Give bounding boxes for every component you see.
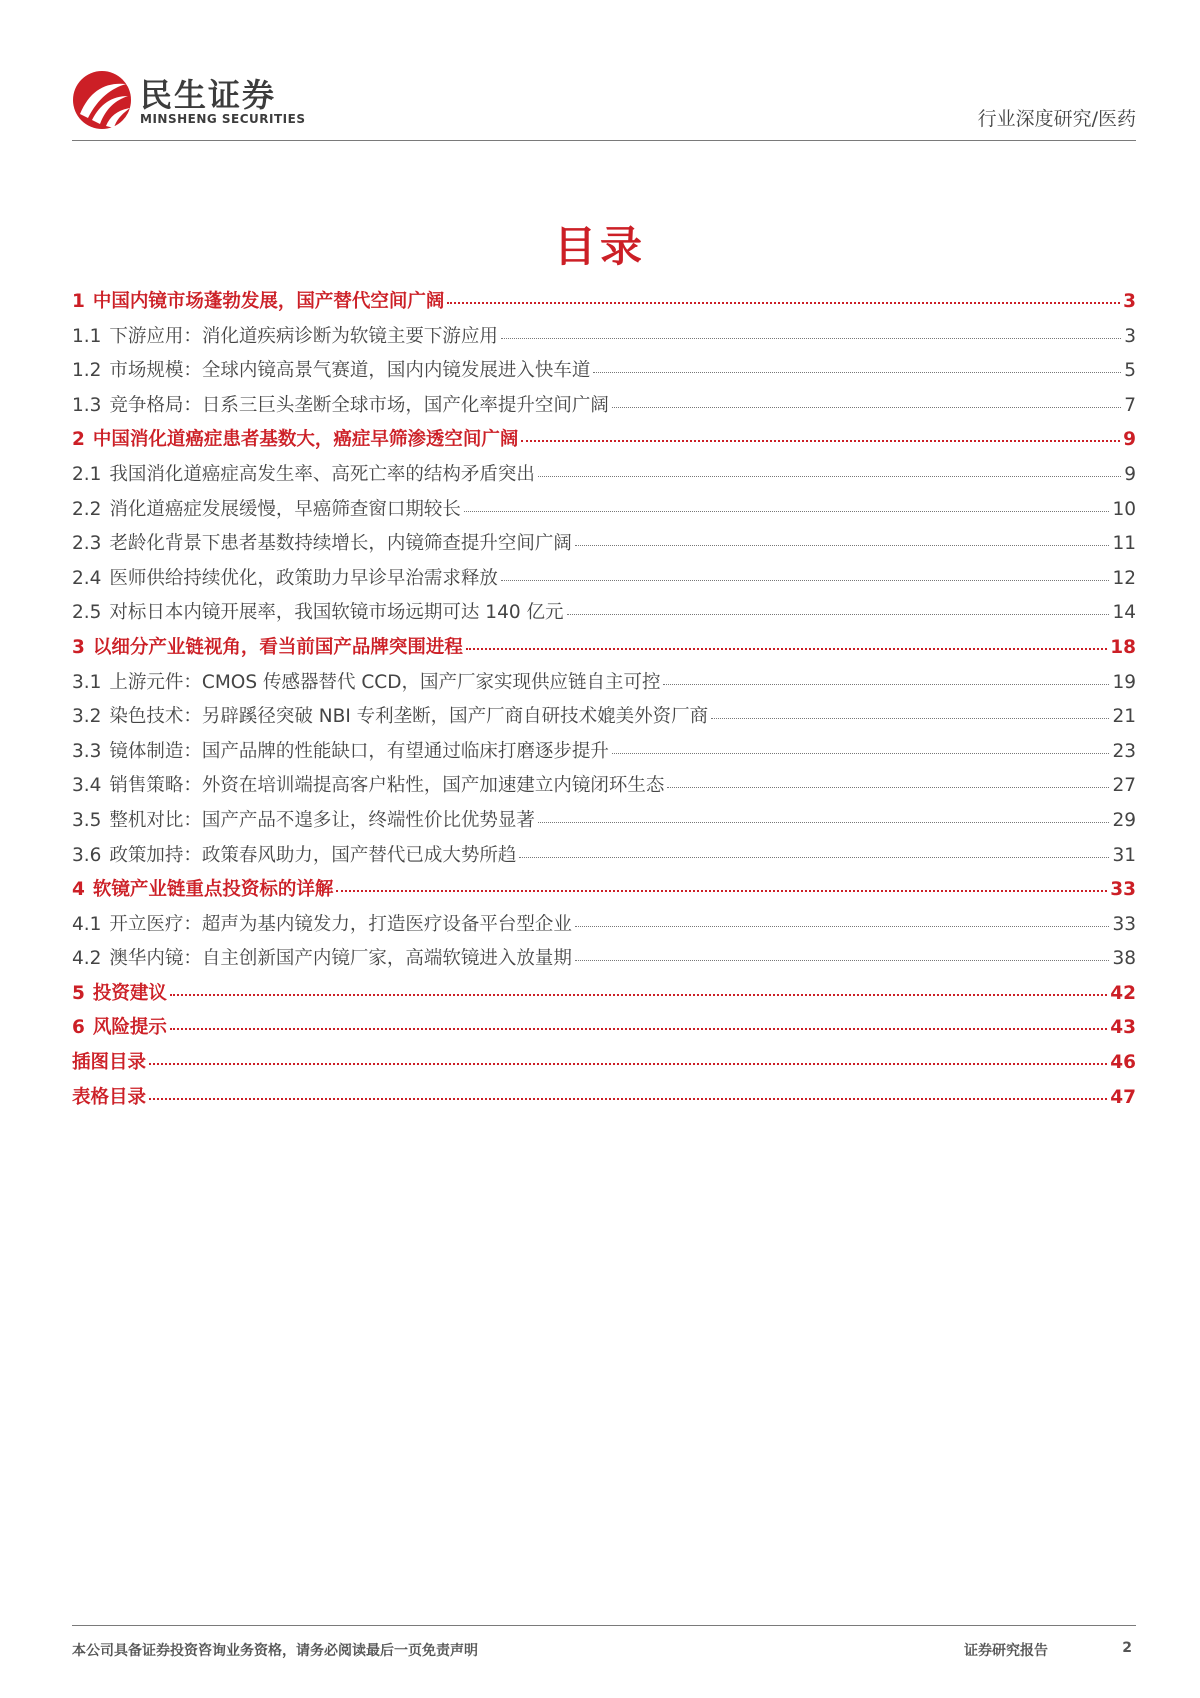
toc-entry-label: 下游应用：消化道疾病诊断为软镜主要下游应用 (109, 325, 498, 347)
toc-entry-page: 29 (1112, 809, 1136, 831)
toc-entry[interactable] (72, 910, 1136, 945)
toc-entry-page: 12 (1112, 567, 1136, 589)
toc-entry-label: 风险提示 (92, 1017, 167, 1039)
toc-entry[interactable] (72, 356, 1136, 391)
toc-entry-number: 2.1 (72, 463, 102, 485)
toc-entry[interactable] (72, 529, 1136, 564)
toc-entry-label: 镜体制造：国产品牌的性能缺口，有望通过临床打磨逐步提升 (109, 740, 609, 762)
toc-entry-label: 澳华内镜：自主创新国产内镜厂家，高端软镜进入放量期 (109, 948, 572, 970)
toc-entry-label: 插图目录 (72, 1052, 147, 1074)
toc-entry-page: 3 (1124, 325, 1136, 347)
toc-entry-label: 中国消化道癌症患者基数大，癌症早筛渗透空间广阔 (92, 429, 519, 451)
toc-entry[interactable] (72, 1013, 1136, 1048)
toc-entry[interactable] (72, 944, 1136, 979)
toc-entry-title (72, 529, 572, 555)
toc-entry-number: 3.4 (72, 775, 102, 797)
toc-entry-number: 4.1 (72, 913, 102, 935)
toc-leader-dots (336, 890, 1107, 892)
toc-entry-label: 开立医疗：超声为基内镜发力，打造医疗设备平台型企业 (109, 913, 572, 935)
toc-leader-dots (149, 1063, 1107, 1065)
toc-leader-dots (538, 476, 1121, 477)
toc-entry-page: 14 (1112, 602, 1136, 624)
toc-entry-number: 2.5 (72, 602, 102, 624)
toc-entry-title (72, 1083, 146, 1109)
report-type: 证券研究报告 (964, 1643, 1048, 1659)
toc-entry-page: 27 (1112, 775, 1136, 797)
toc-entry-number: 2 (72, 429, 85, 451)
toc-entry-title (72, 1048, 146, 1074)
toc-entry[interactable] (72, 702, 1136, 737)
toc-entry-number: 2.4 (72, 567, 102, 589)
toc-leader-dots (612, 753, 1110, 754)
toc-entry-page: 21 (1112, 706, 1136, 728)
toc-entry[interactable] (72, 737, 1136, 772)
page-footer (72, 1625, 1136, 1666)
toc-leader-dots (464, 511, 1110, 512)
toc-entry-label: 表格目录 (72, 1086, 147, 1108)
page-number: 2 (1122, 1640, 1132, 1656)
toc-entry[interactable] (72, 564, 1136, 599)
toc-entry-label: 对标日本内镜开展率，我国软镜市场远期可达 140 亿元 (109, 602, 564, 624)
toc-leader-dots (663, 684, 1109, 685)
toc-entry-title (72, 425, 518, 451)
report-category: 行业深度研究/医药 (977, 108, 1136, 130)
toc-entry-number: 2.3 (72, 533, 102, 555)
toc-leader-dots (501, 580, 1110, 581)
toc-entry-number: 3.3 (72, 740, 102, 762)
toc-entry-label: 市场规模：全球内镜高景气赛道，国内内镜发展进入快车道 (109, 360, 591, 382)
toc-entry-title (72, 460, 535, 486)
toc-entry[interactable] (72, 598, 1136, 633)
toc-entry-title (72, 702, 708, 728)
toc-entry[interactable] (72, 1048, 1136, 1083)
toc-entry-number: 4.2 (72, 948, 102, 970)
toc-entry-page: 31 (1112, 844, 1136, 866)
toc-entry-page: 33 (1112, 913, 1136, 935)
toc-entry-label: 中国内镜市场蓬勃发展，国产替代空间广阔 (92, 291, 445, 312)
toc-leader-dots (575, 545, 1110, 546)
toc-entry-page: 19 (1112, 671, 1136, 693)
toc-entry[interactable] (72, 322, 1136, 357)
toc-entry[interactable] (72, 287, 1136, 322)
toc-leader-dots (170, 1028, 1107, 1030)
toc-entry-page: 9 (1124, 463, 1136, 485)
toc-entry[interactable] (72, 668, 1136, 703)
toc-entry-label: 整机对比：国产产品不遑多让，终端性价比优势显著 (109, 809, 535, 831)
toc-entry-title (72, 737, 609, 763)
toc-leader-dots (711, 718, 1109, 719)
toc-entry-page: 7 (1124, 394, 1136, 416)
toc-entry-title (72, 979, 167, 1005)
toc-entry[interactable] (72, 633, 1136, 668)
toc-entry-number: 6 (72, 1017, 85, 1039)
toc-entry-title (72, 598, 564, 624)
toc-entry[interactable] (72, 875, 1136, 910)
toc-entry[interactable] (72, 806, 1136, 841)
toc-leader-dots (575, 960, 1110, 961)
toc-entry-title (72, 356, 590, 382)
minsheng-logo-icon (72, 70, 132, 130)
toc-entry-label: 消化道癌症发展缓慢，早癌筛查窗口期较长 (109, 498, 461, 520)
toc-leader-dots (149, 1098, 1107, 1100)
toc-leader-dots (466, 648, 1107, 650)
toc-entry-label: 医师供给持续优化，政策助力早诊早治需求释放 (109, 567, 498, 589)
toc-entry-title (72, 287, 444, 313)
toc-entry-page: 10 (1112, 498, 1136, 520)
toc-entry-page: 43 (1110, 1017, 1136, 1039)
toc-leader-dots (567, 614, 1110, 615)
toc-entry-title (72, 841, 516, 867)
toc-leader-dots (612, 407, 1121, 408)
toc-entry-title (72, 910, 572, 936)
toc-entry-title (72, 875, 333, 901)
toc-entry-page: 38 (1112, 948, 1136, 970)
toc-entry-number: 1.2 (72, 360, 102, 382)
toc-leader-dots (593, 372, 1121, 373)
toc-entry-title (72, 322, 498, 348)
toc-entry-number: 2.2 (72, 498, 102, 520)
toc-entry[interactable] (72, 460, 1136, 495)
toc-leader-dots (447, 302, 1120, 304)
toc-entry-page: 5 (1124, 360, 1136, 382)
toc-leader-dots (170, 994, 1107, 996)
toc-entry[interactable] (72, 771, 1136, 806)
toc-entry-title (72, 391, 609, 417)
toc-entry-number: 3 (72, 636, 85, 658)
toc-leader-dots (575, 926, 1110, 927)
toc-entry-page: 33 (1110, 879, 1136, 901)
disclaimer-text: 本公司具备证券投资咨询业务资格，请务必阅读最后一页免责声明 (72, 1643, 478, 1659)
toc-entry[interactable] (72, 425, 1136, 460)
toc-entry-label: 我国消化道癌症高发生率、高死亡率的结构矛盾突出 (109, 463, 535, 485)
brand-name-en: MINSHENG SECURITIES (140, 112, 306, 126)
toc-entry-title (72, 564, 498, 590)
toc-entry-label: 上游元件：CMOS 传感器替代 CCD，国产厂家实现供应链自主可控 (109, 671, 661, 693)
toc-leader-dots (538, 822, 1110, 823)
toc-entry-label: 软镜产业链重点投资标的详解 (92, 879, 334, 901)
toc-entry-title (72, 806, 535, 832)
toc-entry-title (72, 1013, 167, 1039)
toc-entry-page: 18 (1110, 636, 1136, 658)
toc-entry-label: 染色技术：另辟蹊径突破 NBI 专利垄断，国产厂商自研技术媲美外资厂商 (109, 706, 709, 728)
toc-entry-label: 以细分产业链视角，看当前国产品牌突围进程 (92, 636, 463, 658)
toc-entry-title (72, 495, 461, 521)
toc-entry-title (72, 633, 463, 659)
toc-entry-page: 42 (1110, 982, 1136, 1004)
toc-entry-number: 3.2 (72, 706, 102, 728)
toc-entry[interactable] (72, 391, 1136, 426)
toc-entry-page: 47 (1110, 1086, 1136, 1108)
page-header (72, 64, 1136, 141)
toc-entry-number: 1.1 (72, 325, 102, 347)
toc-leader-dots (519, 857, 1109, 858)
toc-entry-number: 3.1 (72, 671, 102, 693)
toc-entry-number: 1 (72, 291, 85, 312)
toc-entry-label: 政策加持：政策春风助力，国产替代已成大势所趋 (109, 844, 517, 866)
toc-entry-number: 1.3 (72, 394, 102, 416)
toc-entry-number: 3.6 (72, 844, 102, 866)
toc-entry-label: 销售策略：外资在培训端提高客户粘性，国产加速建立内镜闭环生态 (109, 775, 665, 797)
toc-entry-page: 9 (1123, 429, 1136, 451)
toc-entry-label: 投资建议 (92, 982, 167, 1004)
table-of-contents (72, 287, 1136, 1117)
toc-entry[interactable] (72, 979, 1136, 1014)
toc-entry-page: 46 (1110, 1052, 1136, 1074)
toc-entry-title (72, 771, 664, 797)
toc-entry-number: 5 (72, 982, 85, 1004)
toc-entry[interactable] (72, 841, 1136, 876)
toc-leader-dots (501, 338, 1121, 339)
toc-entry-label: 老龄化背景下患者基数持续增长，内镜筛查提升空间广阔 (109, 533, 572, 555)
toc-entry-page: 11 (1112, 533, 1136, 555)
toc-entry-title (72, 944, 572, 970)
page-title: 目录 (553, 222, 646, 271)
toc-leader-dots (521, 440, 1120, 442)
toc-entry-page: 3 (1123, 291, 1136, 312)
toc-entry-number: 3.5 (72, 809, 102, 831)
toc-entry-title (72, 668, 660, 694)
toc-entry[interactable] (72, 1083, 1136, 1118)
toc-entry[interactable] (72, 495, 1136, 530)
toc-entry-label: 竞争格局：日系三巨头垄断全球市场，国产化率提升空间广阔 (109, 394, 609, 416)
toc-entry-page: 23 (1112, 740, 1136, 762)
brand-name-cn: 民生证券 (140, 76, 277, 114)
toc-leader-dots (667, 787, 1109, 788)
toc-entry-number: 4 (72, 879, 85, 901)
